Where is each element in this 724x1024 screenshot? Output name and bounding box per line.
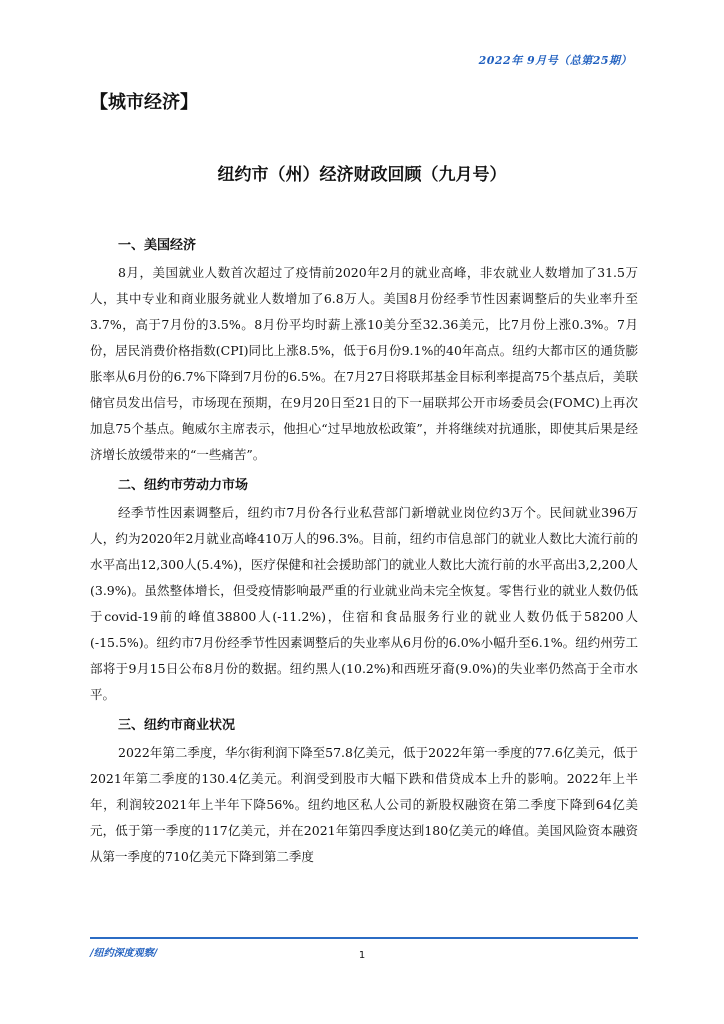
issue-label: 2022年 9月号（总第25期） — [478, 54, 632, 67]
section-paragraph-nyc-business: 2022年第二季度，华尔街利润下降至57.8亿美元，低于2022年第一季度的77.6亿美元，低于2021年第二季度的130.4亿美元。利润受到股市大幅下跌和借贷成本上升的影响。2022年上半年，利润较2021年上半年下降56%。纽约地区私人公司的新股权融资在第二季度下降到64亿美元，低于第一季度的117亿美元，并在2021年第四季度达到180亿美元的峰值。美国风险资本融资从第一季度的710亿美元下降到第二季度 — [90, 745, 638, 864]
section-heading-nyc-business: 三、纽约市商业状况 — [118, 718, 236, 733]
footer-divider — [90, 937, 638, 939]
page-title: 纽约市（州）经济财政回顾（九月号） — [217, 165, 507, 185]
section-tag: 【城市经济】 — [90, 92, 198, 113]
section-paragraph-nyc-labor: 经季节性因素调整后，纽约市7月份各行业私营部门新增就业岗位约3万个。民间就业396万人，约为2020年2月就业高峰410万人的96.3%。目前，纽约市信息部门的就业人数比大流行前的水平高出12,300人(5.4%)，医疗保健和社会援助部门的就业人数比大流行前的水平高出3,2,200人(3.9%)。虽然整体增长，但受疫情影响最严重的行业就业尚未完全恢复。零售行业的就业人数仍低于covid-19前的峰值38800人(-11.2%)，住宿和食品服务行业的就业人数仍低于58200人(-15.5%)。纽约市7月份经季节性因素调整后的失业率从6月份的6.0%小幅升至6.1%。纽约州劳工部将于9月15日公布8月份的数据。纽约黑人(10.2%)和西班牙裔(9.0%)的失业率仍然高于全市水平。 — [90, 505, 638, 702]
section-paragraph-us-economy: 8月，美国就业人数首次超过了疫情前2020年2月的就业高峰，非农就业人数增加了31.5万人，其中专业和商业服务就业人数增加了6.8万人。美国8月份经季节性因素调整后的失业率升至3.7%，高于7月份的3.5%。8月份平均时薪上涨10美分至32.36美元，比7月份上涨0.3%。7月份，居民消费价格指数(CPI)同比上涨8.5%，低于6月份9.1%的40年高点。纽约大都市区的通货膨胀率从6月份的6.7%下降到7月份的6.5%。在7月27日将联邦基金目标利率提高75个基点后，美联储官员发出信号，市场现在预期，在9月20日至21日的下一届联邦公开市场委员会(FOMC)上再次加息75个基点。鲍威尔主席表示，他担心“过早地放松政策”，并将继续对抗通胀，即使其后果是经济增长放缓带来的“一些痛苦”。 — [90, 265, 638, 462]
section-heading-nyc-labor: 二、纽约市劳动力市场 — [118, 478, 249, 493]
article-body — [90, 234, 638, 876]
page-number: 1 — [358, 950, 366, 961]
section-heading-us-economy: 一、美国经济 — [118, 238, 197, 253]
footer-publication: /纽约深度观察/ — [90, 948, 158, 959]
